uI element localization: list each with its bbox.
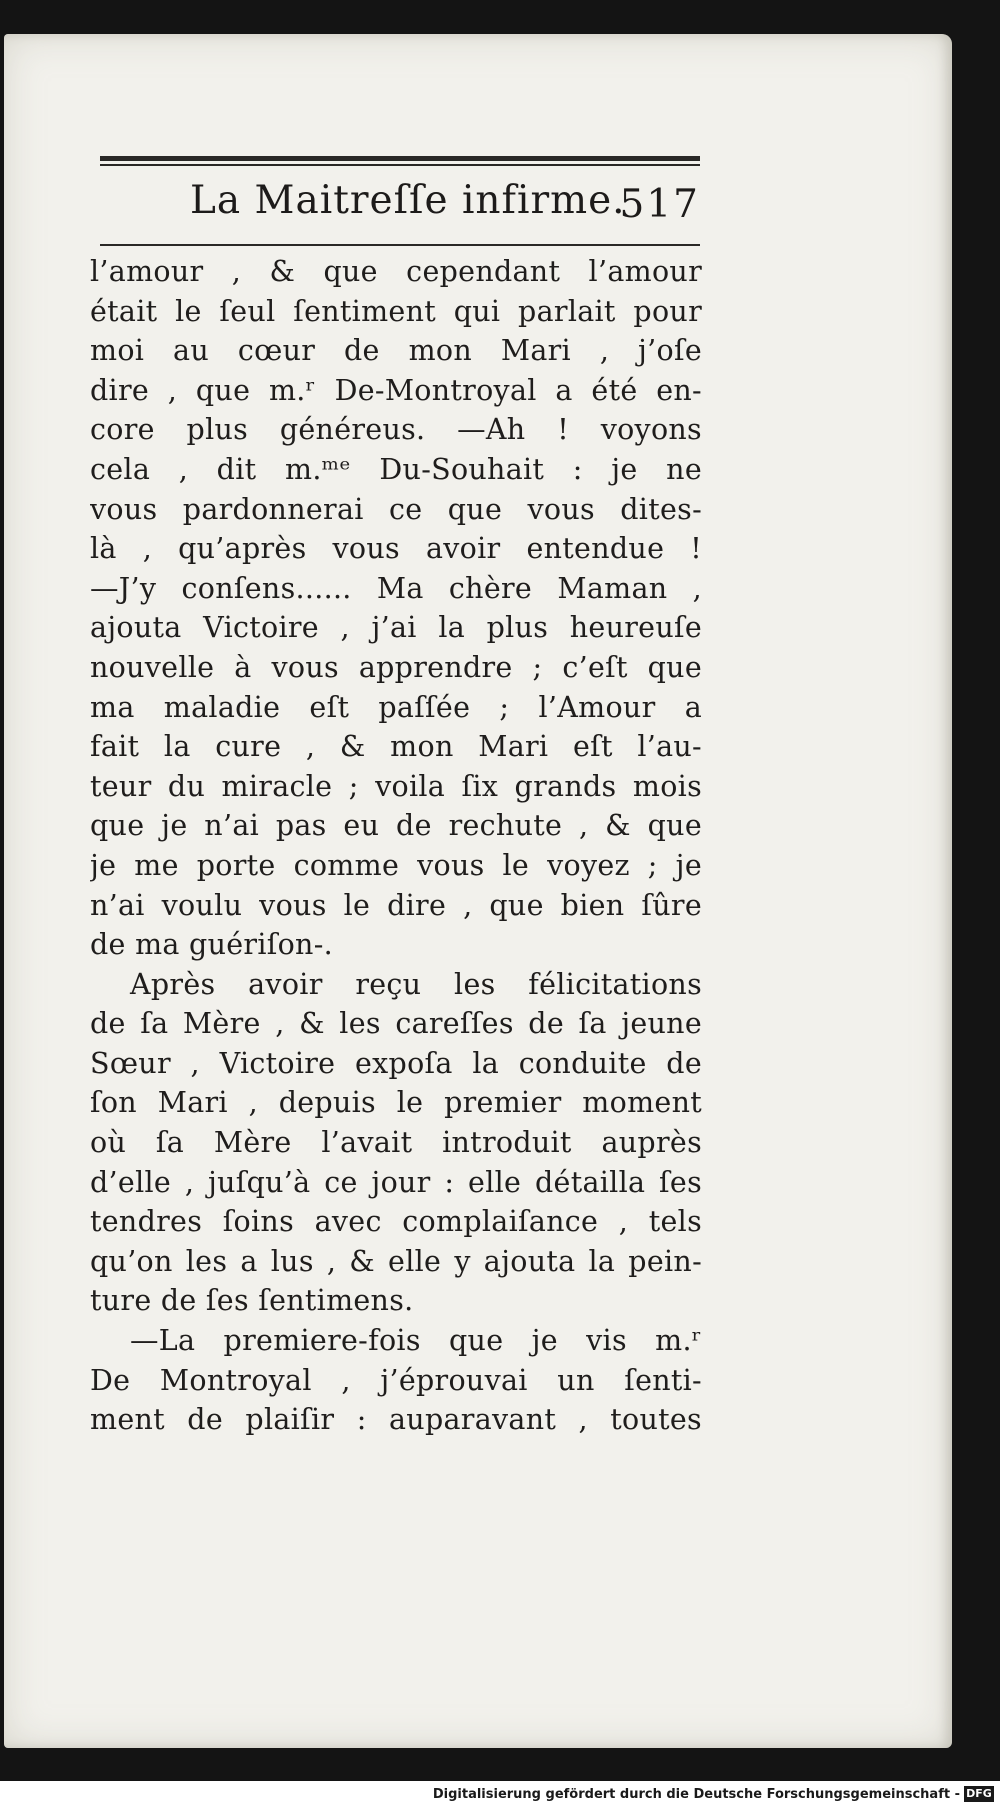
body-text (90, 252, 702, 1440)
text-line: où ſa Mère l’avait introduit auprès (90, 1126, 702, 1160)
header-rule-top (100, 156, 700, 161)
text-line: dire , que m.ʳ De-Montroyal a été en- (90, 373, 702, 407)
text-line: De Montroyal , j’éprouvai un ſenti- (90, 1363, 702, 1397)
text-line: l’amour , & que cependant l’amour (90, 255, 702, 288)
book-page (4, 34, 952, 1748)
text-line: ment de plaiſir : auparavant , toutes (90, 1403, 702, 1437)
text-line: de ma guériſon-. (90, 928, 334, 962)
text-line: nouvelle à vous apprendre ; c’eſt que (90, 650, 702, 684)
text-line: vous pardonnerai ce que vous dites- (90, 492, 702, 526)
digitization-footer (0, 1781, 1000, 1809)
funding-credit: Digitalisierung gefördert durch die Deutsche Forschungsgemeinschaft - (432, 1787, 960, 1802)
page-header (100, 174, 700, 234)
text-line: ſon Mari , depuis le premier moment (90, 1086, 702, 1120)
text-line: que je n’ai pas eu de rechute , & que (90, 809, 702, 843)
header-rule-top-thin (100, 164, 700, 166)
text-line: teur du miracle ; voila ſix grands mois (90, 769, 702, 803)
text-line: je me porte comme vous le voyez ; je (90, 848, 702, 882)
text-line: Après avoir reçu les félicitations (130, 967, 702, 1001)
text-line: —J’y conſens...... Ma chère Maman , (90, 571, 702, 605)
text-line: —La premiere-fois que je vis m.ʳ (130, 1324, 702, 1358)
text-line: qu’on les a lus , & elle y ajouta la pein- (90, 1244, 702, 1278)
text-line: fait la cure , & mon Mari eſt l’au- (90, 730, 702, 764)
page-number: 517 (619, 182, 700, 227)
text-line: core plus généreus. —Ah ! voyons (90, 413, 702, 447)
dfg-logo-icon: DFG (964, 1786, 994, 1802)
text-line: Sœur , Victoire expoſa la conduite de (90, 1046, 702, 1080)
header-rule-bottom (100, 244, 700, 246)
text-line: là , qu’après vous avoir entendue ! (90, 532, 702, 566)
text-line: ajouta Victoire , j’ai la plus heureuſe (90, 611, 702, 645)
text-line: tendres ſoins avec complaiſance , tels (90, 1205, 702, 1239)
text-line: moi au cœur de mon Mari , j’oſe (90, 334, 702, 368)
running-title: La Maitreſſe infirme. (190, 178, 626, 223)
text-line: n’ai voulu vous le dire , que bien ſûre (90, 888, 702, 922)
text-line: de ſa Mère , & les careſſes de ſa jeune (90, 1007, 702, 1041)
text-line: était le ſeul ſentiment qui parlait pour (90, 294, 702, 328)
text-line: d’elle , juſqu’à ce jour : elle détailla ſes (90, 1165, 702, 1199)
text-line: ma maladie eſt paſſée ; l’Amour a (90, 690, 702, 724)
text-line: cela , dit m.ᵐᵉ Du-Souhait : je ne (90, 452, 702, 486)
text-line: ture de ſes ſentimens. (90, 1284, 414, 1318)
